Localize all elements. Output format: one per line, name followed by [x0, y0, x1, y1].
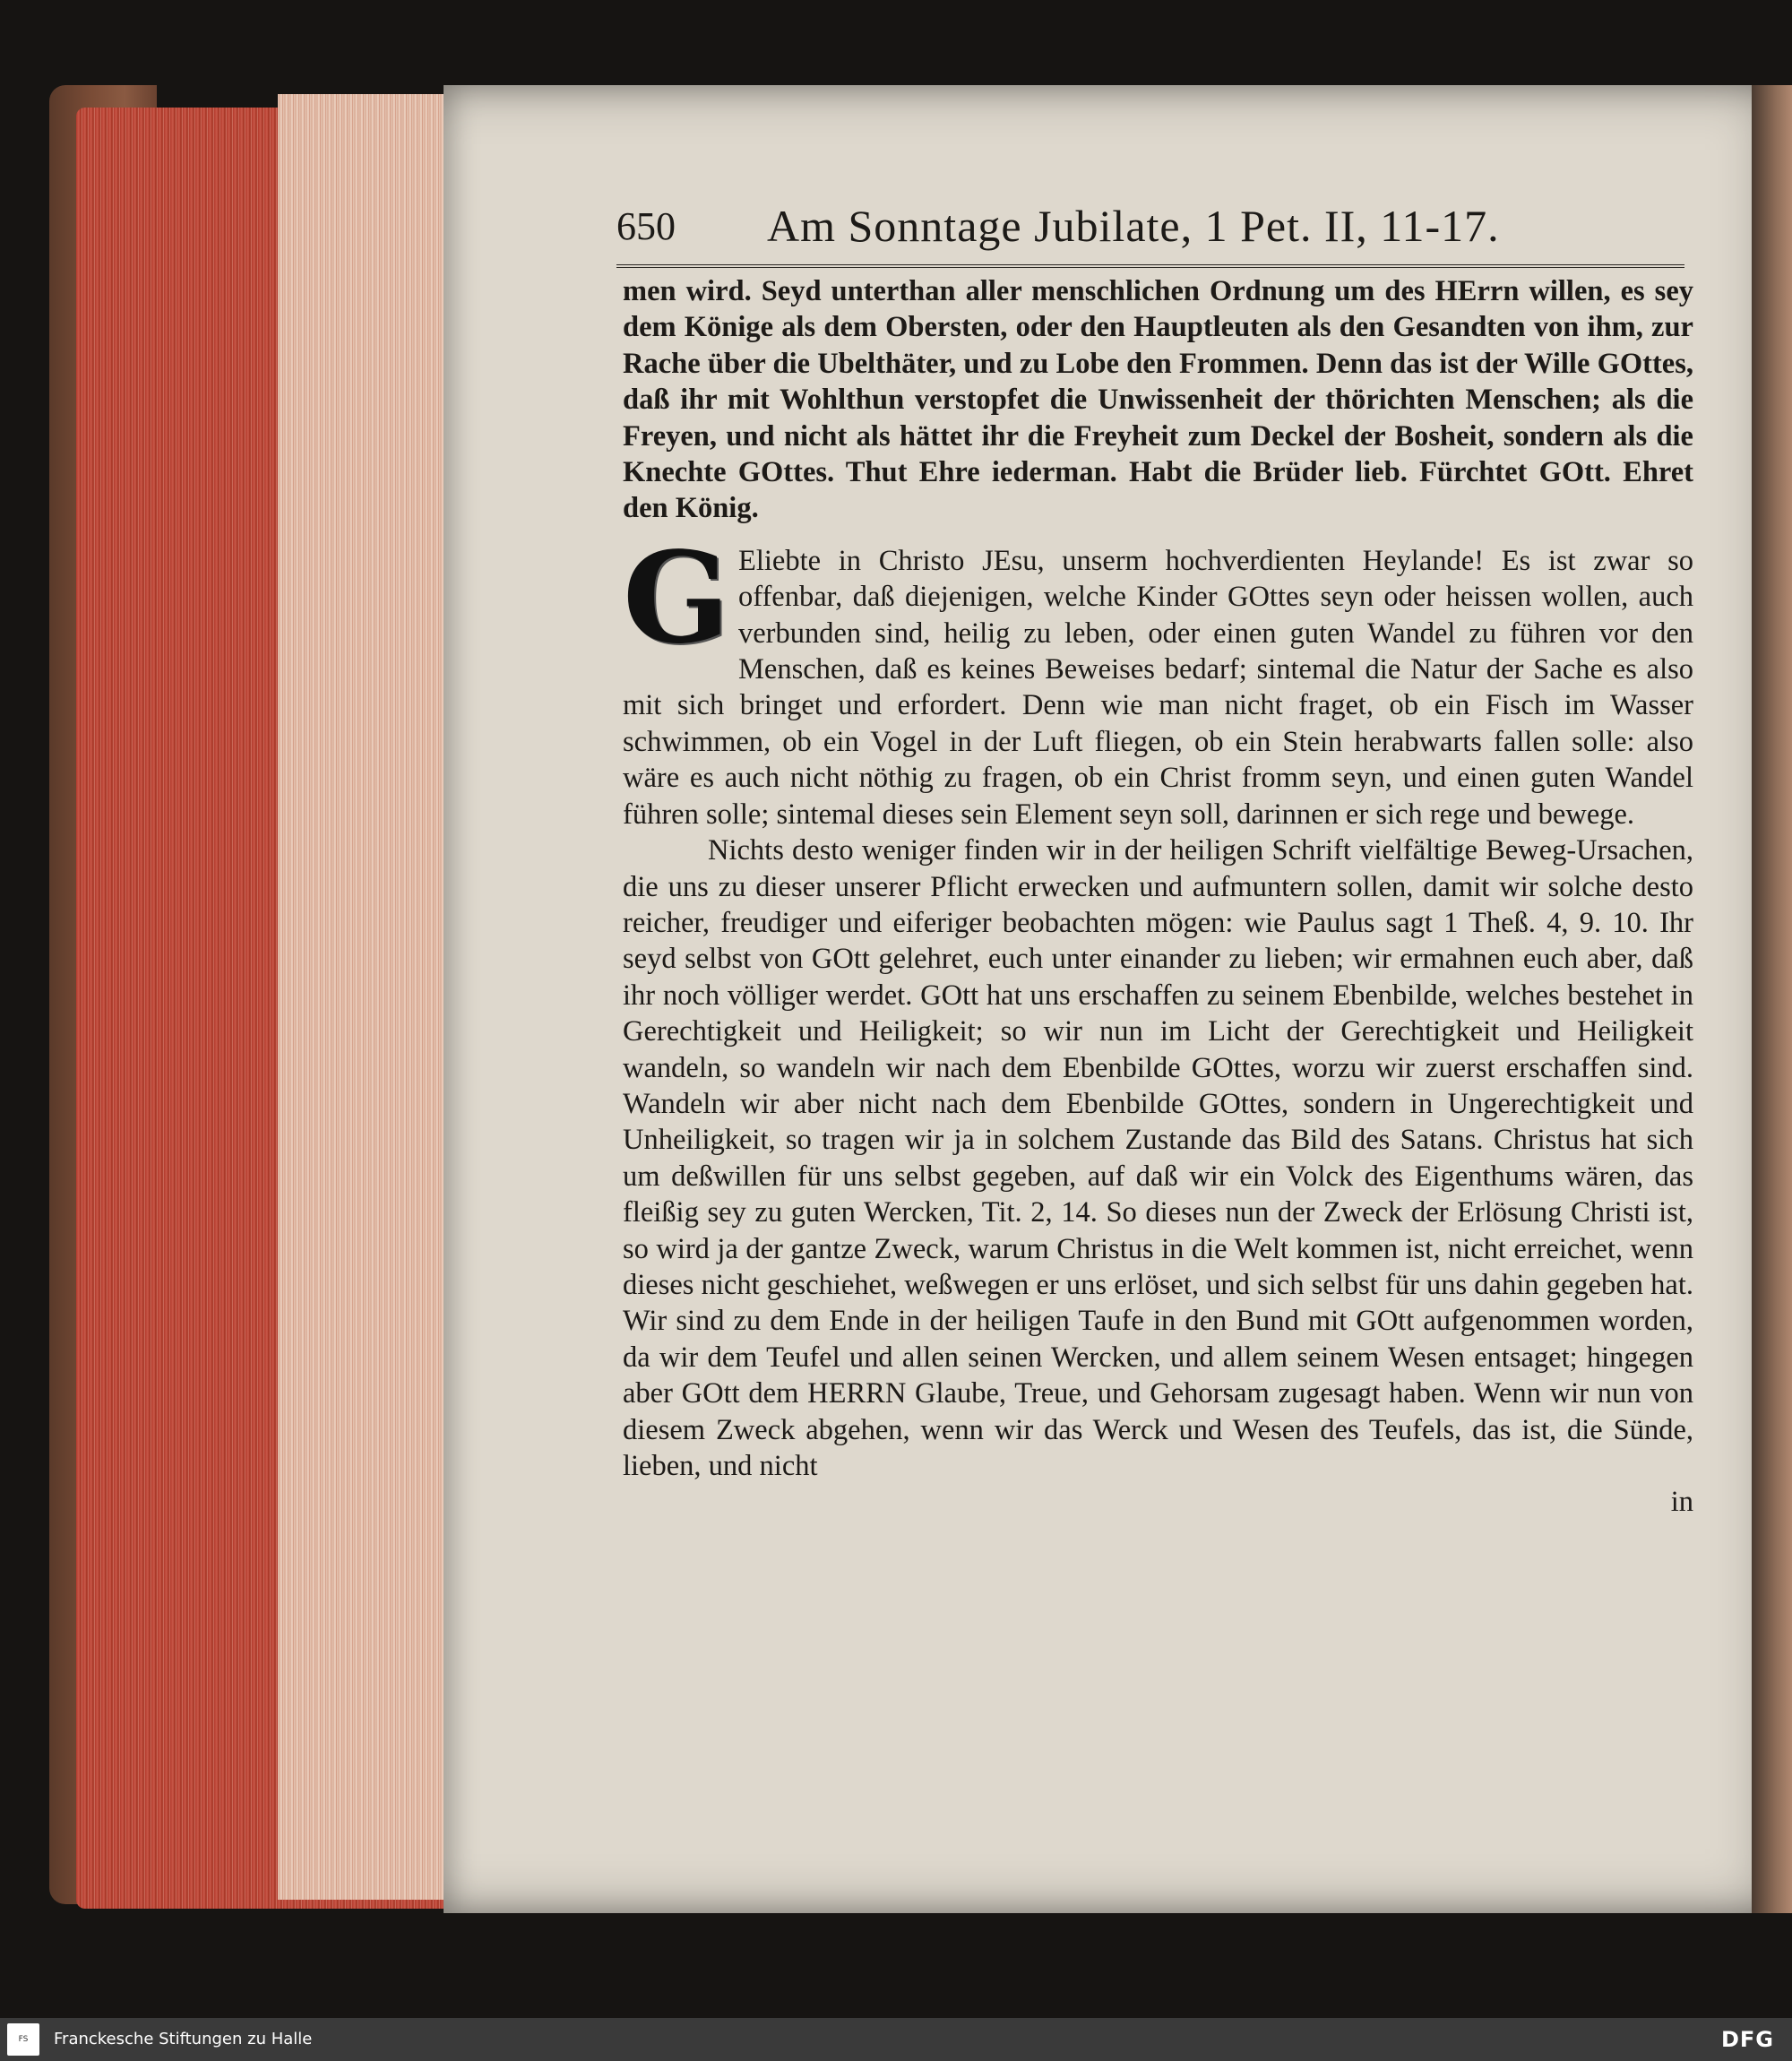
institution-label[interactable]: Franckesche Stiftungen zu Halle: [54, 2030, 313, 2048]
facing-page-edge: [1752, 85, 1792, 1913]
page-number: 650: [616, 204, 676, 248]
paragraph-1-text: Eliebte in Christo JEsu, unserm hochverdienten Heylande! Es ist zwar so offenbar, daß diejenigen, welche Kinder GOttes seyn oder heissen wollen, auch verbunden sind, heilig zu leben, oder einen guten Wandel zu führen vor den Menschen, daß es keines Beweises bedarf; sintemal die Natur der Sache es also mit sich bringet und erfordert. Denn wie man nicht fraget, ob ein Fisch im Wasser schwimmen, ob ein Vogel in der Luft fliegen, ob ein Stein herabwarts fallen solle: also wäre es auch nicht nöthig zu fragen, ob ein Christ fromm seyn, und einen guten Wandel führen solle; sintemal dieses sein Element seyn soll, darinnen er sich rege und bewege.: [623, 544, 1693, 831]
page-header: [616, 203, 1684, 268]
page-body: [623, 273, 1693, 1521]
sermon-paragraph-2: Nichts desto weniger finden wir in der heiligen Schrift vielfältige Beweg-Ursachen, die uns zu dieser unserer Pflicht erwecken und aufmuntern sollen, damit wir solche desto reicher, freudiger und eiferiger beobachten mögen: wie Paulus sagt 1 Theß. 4, 9. 10. Ihr seyd selbst von GOtt gelehret, euch unter einander zu lieben; wir ermahnen euch aber, daß ihr noch völliger werdet. GOtt hat uns erschaffen zu seinem Ebenbilde, welches bestehet in Gerechtigkeit und Heiligkeit; so wir nun im Licht der Gerechtigkeit und Heiligkeit wandeln, so wandeln wir nach dem Ebenbilde GOttes, worzu wir zuerst erschaffen sind. Wandeln wir aber nicht nach dem Ebenbilde GOttes, sondern in Ungerechtigkeit und Unheiligkeit, so tragen wir ja in solchem Zustande das Bild des Satans. Christus hat sich um deßwillen für uns selbst gegeben, auf daß wir ein Volck des Eigenthums wären, das fleißig sey zu guten Wercken, Tit. 2, 14. So dieses nun der Zweck der Erlösung Christi ist, so wird ja der gantze Zweck, warum Christus in die Welt kommen ist, nicht erreichet, wenn dieses nicht geschiehet, weßwegen er uns erlöset, und sich selbst für uns dahin gegeben hat. Wir sind zu dem Ende in der heiligen Taufe in den Bund mit GOtt aufgenommen worden, da wir dem Teufel und allen seinen Wercken, und allem seinem Wesen entsaget; hingegen aber GOtt dem HERRN Glaube, Treue, und Gehorsam zugesagt haben. Wenn wir nun von diesem Zweck abgehen, wenn wir das Werck und Wesen des Teufels, das ist, die Sünde, lieben, und nicht: [623, 834, 1693, 1482]
running-title: Am Sonntage Jubilate, 1 Pet. II, 11-17.: [767, 201, 1500, 251]
bible-text: men wird. Seyd unterthan aller menschlichen Ordnung um des HErrn willen, es sey dem Könige als dem Obersten, oder den Hauptleuten als den Gesandten von ihm, zur Rache über die Ubelthäter, und zu Lobe den Frommen. Denn das ist der Wille GOttes, daß ihr mit Wohlthun verstopfet die Unwissenheit der thörichten Menschen; als die Freyen, und nicht als hättet ihr die Freyheit zum Deckel der Bosheit, sondern als die Knechte GOttes. Thut Ehre iederman. Habt die Brüder lieb. Fürchtet GOtt. Ehret den König.: [623, 275, 1693, 525]
institution-logo-icon: FS: [7, 2023, 39, 2056]
decorative-initial: G: [623, 524, 730, 672]
dfg-logo: DFG: [1720, 2027, 1774, 2052]
sermon-paragraph-1: [623, 524, 1693, 832]
viewer-footer: [0, 2018, 1792, 2061]
page-edges-light: [278, 94, 444, 1900]
catchword: in: [1670, 1486, 1693, 1519]
